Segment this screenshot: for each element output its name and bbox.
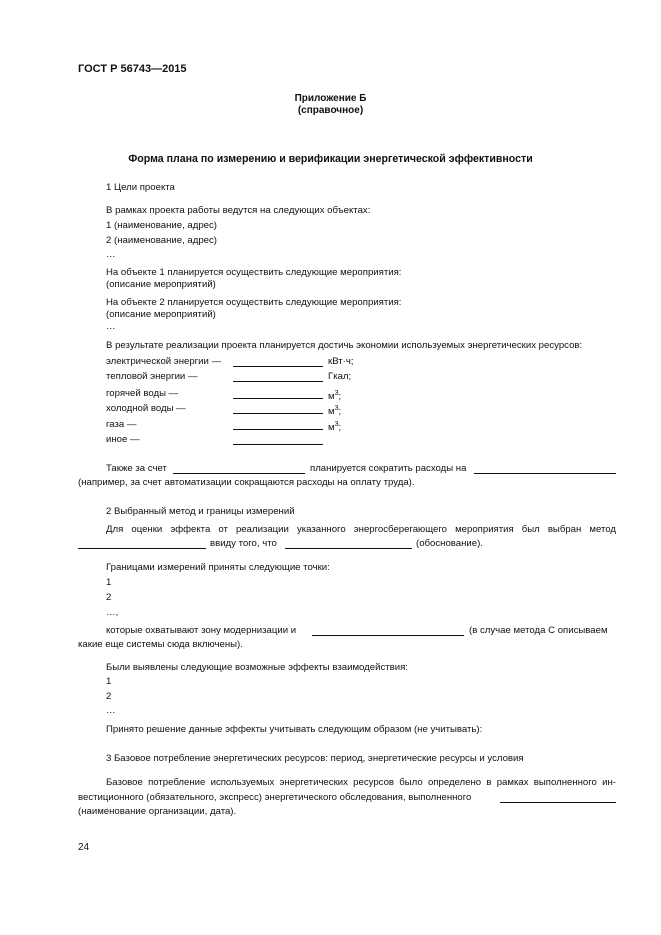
page-number: 24: [78, 842, 90, 853]
fill-blank: [500, 793, 616, 803]
document-header: ГОСТ Р 56743—2015: [78, 63, 187, 75]
base-para-line2: вестиционного (обязательного, экспресс) энергетического обследования, выполненного: [78, 792, 472, 803]
section3-heading: 3 Базовое потребление энергетических ресурсов: период, энергетические ресурсы и условия: [106, 753, 524, 764]
fill-blank: [233, 357, 323, 367]
also-example: (например, за счет автоматизации сокращаются расходы на оплату труда).: [78, 477, 415, 488]
base-para-line1: Базовое потребление используемых энергетических ресурсов было определено в рамках выполненного ин-: [106, 777, 616, 788]
resource-unit: $м^3$;: [328, 421, 342, 434]
resource-label: иное —: [106, 434, 140, 445]
fill-blank: [233, 435, 323, 445]
effects-intro: Были выявлены следующие возможные эффекты взаимодействия:: [106, 662, 408, 673]
fill-blank: [233, 420, 323, 430]
fill-blank: [285, 539, 412, 549]
plan-object-1: На объекте 1 планируется осуществить следующие мероприятия:: [106, 267, 402, 278]
bound-point: 1: [106, 577, 112, 588]
fill-blank: [233, 404, 323, 414]
covers-text-a: которые охватывают зону модернизации и: [106, 625, 297, 636]
document-title: Форма плана по измерению и верификации энергетической эффективности: [128, 153, 533, 165]
base-para-line3: (наименование организации, дата).: [78, 806, 237, 817]
method-line: Для оценки эффекта от реализации указанного энергосберегающего мероприятия был выбран метод: [106, 524, 616, 535]
resource-label: тепловой энергии —: [106, 371, 198, 382]
fill-blank: [233, 372, 323, 382]
ellipsis: …: [106, 321, 116, 332]
savings-intro: В результате реализации проекта планируется достичь экономии используемых энергетических ресурсов:: [106, 340, 583, 351]
covers-text-b: (в случае метода С описываем: [469, 625, 608, 636]
resource-label: горячей воды —: [106, 388, 179, 399]
also-text-a: Также за счет: [106, 463, 167, 474]
fill-blank: [233, 389, 323, 399]
plan-object-2: На объекте 2 планируется осуществить следующие мероприятия:: [106, 297, 402, 308]
covers-text-c: какие еще системы сюда включены).: [78, 639, 243, 650]
bounds-intro: Границами измерений приняты следующие точки:: [106, 562, 330, 573]
fill-blank: [474, 464, 616, 474]
resource-unit: Гкал;: [328, 371, 352, 382]
appendix-subtitle: (справочное): [297, 105, 364, 116]
decision-text: Принято решение данные эффекты учитывать следующим образом (не учитывать):: [106, 724, 483, 735]
method-text-a: ввиду того, что: [210, 538, 277, 549]
fill-blank: [173, 464, 305, 474]
effect-item: 2: [106, 691, 112, 702]
ellipsis: …: [106, 249, 116, 260]
plan-object-1-desc: (описание мероприятий): [106, 279, 216, 290]
section2-heading: 2 Выбранный метод и границы измерений: [106, 506, 295, 517]
resource-unit: кВт·ч;: [328, 356, 354, 367]
method-text-b: (обоснование).: [416, 538, 483, 549]
resource-label: газа —: [106, 419, 137, 430]
section1-heading: 1 Цели проекта: [106, 182, 175, 193]
also-text-b: планируется сократить расходы на: [310, 463, 467, 474]
object-2: 2 (наименование, адрес): [106, 235, 217, 246]
resource-unit: $м^3$;: [328, 390, 342, 403]
bound-point: 2: [106, 592, 112, 603]
resource-unit: $м^3$;: [328, 405, 342, 418]
ellipsis: …: [106, 705, 116, 716]
resource-label: холодной воды —: [106, 403, 186, 414]
objects-intro: В рамках проекта работы ведутся на следующих объектах:: [106, 205, 371, 216]
fill-blank: [312, 626, 464, 636]
fill-blank: [78, 539, 206, 549]
ellipsis: …,: [106, 607, 119, 618]
object-1: 1 (наименование, адрес): [106, 220, 217, 231]
plan-object-2-desc: (описание мероприятий): [106, 309, 216, 320]
effect-item: 1: [106, 676, 112, 687]
resource-label: электрической энергии —: [106, 356, 222, 367]
appendix-title: Приложение Б: [294, 93, 367, 104]
